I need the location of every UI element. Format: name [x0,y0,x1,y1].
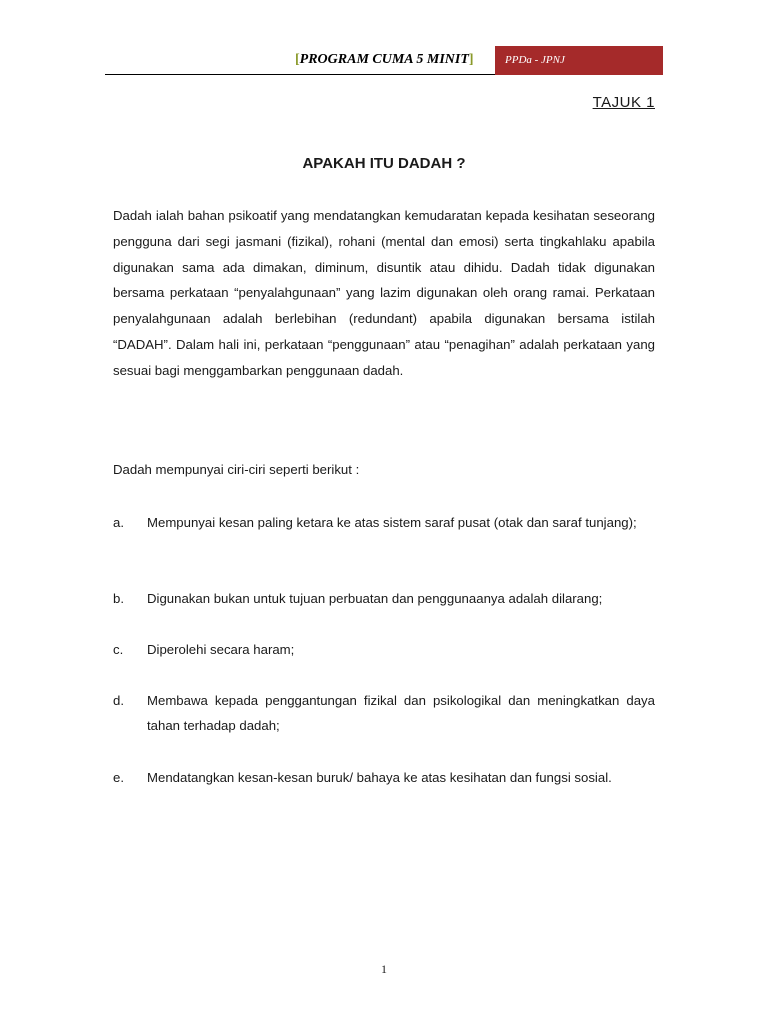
header-rule [105,74,495,75]
list-item-text: Digunakan bukan untuk tujuan perbuatan dan penggunaanya adalah dilarang; [147,591,603,606]
list-item-letter: c. [113,642,124,657]
list-item-letter: e. [113,770,124,785]
list-item-text: Membawa kepada penggantungan fizikal dan psikologikal dan meningkatkan daya tahan terhadap dadah; [147,693,655,733]
topic-label: TAJUK 1 [592,94,655,111]
list-item [113,586,655,611]
list-item-text: Mempunyai kesan paling ketara ke atas sistem saraf pusat (otak dan saraf tunjang); [147,515,637,530]
list-item [113,688,655,738]
header-bracket-close: ] [468,52,474,67]
definition-paragraph [113,203,655,384]
characteristics-intro: Dadah mempunyai ciri-ciri seperti berikut : [113,462,360,477]
list-item [113,510,655,535]
definition-text: Dadah ialah bahan psikoatif yang mendatangkan kemudaratan kepada kesihatan seseorang pengguna dari segi jasmani (fizikal), rohani (mental dan emosi) serta tingkahlaku apabila digunakan sama ada dimakan, diminum, disuntik atau dihidu. Dadah tidak digunakan bersama perkataan “penyalahgunaan” yang lazim digunakan oleh orang ramai. Perkataan penyalahgunaan adalah berlebihan (redundant) apabila digunakan bersama istilah “DADAH”. Dalam hali ini, perkataan “penggunaan” atau “penagihan” adalah perkataan yang sesuai bagi menggambarkan penggunaan dadah. [113,208,655,378]
header-label-box [495,46,663,75]
list-item [113,765,655,790]
list-item-text: Diperolehi secara haram; [147,642,295,657]
list-item-letter: a. [113,515,124,530]
page-header [105,46,663,75]
list-item [113,637,655,662]
header-box-label: PPDa - JPNJ [505,54,565,66]
header-bracket-open: [ [295,52,300,67]
header-title-text: PROGRAM CUMA 5 MINIT [299,52,469,67]
header-title [295,52,474,68]
list-item-letter: b. [113,591,124,606]
page-number: 1 [381,962,387,976]
list-item-letter: d. [113,693,124,708]
page-title: APAKAH ITU DADAH ? [302,155,466,172]
list-item-text: Mendatangkan kesan-kesan buruk/ bahaya ke atas kesihatan dan fungsi sosial. [147,770,612,785]
